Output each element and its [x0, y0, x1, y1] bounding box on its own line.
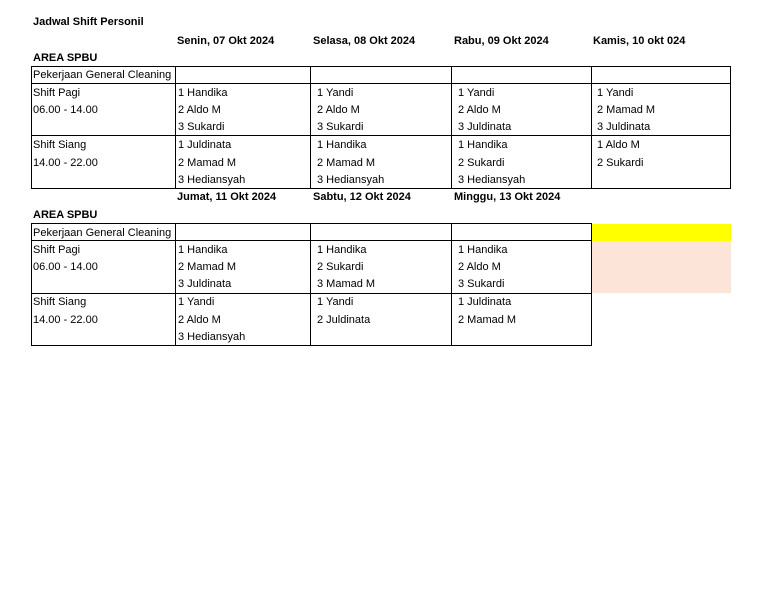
- shift-staff: 2 Aldo M: [178, 104, 221, 116]
- highlight-cell-yellow: [592, 224, 731, 241]
- shift-staff: 2 Mamad M: [458, 314, 517, 326]
- cleaning-label: Pekerjaan General Cleaning: [33, 69, 172, 81]
- shift-staff: 3 Sukardi: [458, 278, 505, 290]
- shift-time: 14.00 - 22.00: [33, 314, 98, 326]
- shift-staff: 1 Handika: [458, 139, 508, 151]
- shift-staff: 3 Juldinata: [458, 121, 512, 133]
- shift-staff: 2 Mamad M: [178, 261, 237, 273]
- shift-staff: 1 Yandi: [317, 87, 354, 99]
- shift-staff: 3 Juldinata: [597, 121, 651, 133]
- day-header: Kamis, 10 okt 024: [593, 35, 686, 47]
- shift-staff: 1 Handika: [317, 244, 367, 256]
- day-header: Selasa, 08 Okt 2024: [313, 35, 416, 47]
- day-header: Rabu, 09 Okt 2024: [454, 35, 549, 47]
- shift-staff: 3 Hediansyah: [317, 174, 385, 186]
- shift-staff: 3 Hediansyah: [178, 174, 246, 186]
- shift-staff: 3 Hediansyah: [178, 331, 246, 343]
- shift-label: Shift Pagi: [33, 244, 81, 256]
- shift-staff: 1 Handika: [178, 87, 228, 99]
- shift-time: 14.00 - 22.00: [33, 157, 98, 169]
- shift-staff: 2 Mamad M: [317, 157, 376, 169]
- cleaning-label: Pekerjaan General Cleaning: [33, 227, 172, 239]
- shift-staff: 2 Mamad M: [597, 104, 656, 116]
- shift-staff: 1 Handika: [458, 244, 508, 256]
- shift-staff: 1 Juldinata: [458, 296, 512, 308]
- shift-staff: 1 Yandi: [178, 296, 215, 308]
- shift-staff: 3 Sukardi: [178, 121, 225, 133]
- highlight-cell-peach: [592, 241, 731, 293]
- shift-staff: 2 Aldo M: [317, 104, 360, 116]
- day-header: Minggu, 13 Okt 2024: [454, 191, 561, 203]
- shift-label: Shift Pagi: [33, 87, 81, 99]
- shift-staff: 1 Handika: [317, 139, 367, 151]
- shift-time: 06.00 - 14.00: [33, 261, 98, 273]
- shift-staff: 1 Juldinata: [178, 139, 232, 151]
- shift-label: Shift Siang: [33, 139, 87, 151]
- shift-staff: 1 Yandi: [597, 87, 634, 99]
- shift-staff: 2 Aldo M: [178, 314, 221, 326]
- shift-staff: 2 Sukardi: [597, 157, 644, 169]
- shift-staff: 3 Mamad M: [317, 278, 376, 290]
- shift-staff: 3 Hediansyah: [458, 174, 526, 186]
- day-header: Senin, 07 Okt 2024: [177, 35, 275, 47]
- area-label: AREA SPBU: [33, 52, 98, 64]
- shift-staff: 1 Aldo M: [597, 139, 640, 151]
- shift-staff: 1 Yandi: [317, 296, 354, 308]
- day-header: Sabtu, 12 Okt 2024: [313, 191, 411, 203]
- shift-staff: 2 Mamad M: [178, 157, 237, 169]
- shift-label: Shift Siang: [33, 296, 87, 308]
- shift-staff: 1 Handika: [178, 244, 228, 256]
- shift-staff: 3 Sukardi: [317, 121, 364, 133]
- shift-staff: 2 Juldinata: [317, 314, 371, 326]
- shift-staff: 2 Sukardi: [458, 157, 505, 169]
- shift-staff: 2 Sukardi: [317, 261, 364, 273]
- shift-staff: 2 Aldo M: [458, 104, 501, 116]
- shift-staff: 1 Yandi: [458, 87, 495, 99]
- sheet-title: Jadwal Shift Personil: [33, 16, 144, 28]
- shift-staff: 3 Juldinata: [178, 278, 232, 290]
- shift-staff: 2 Aldo M: [458, 261, 501, 273]
- day-header: Jumat, 11 Okt 2024: [177, 191, 277, 203]
- shift-time: 06.00 - 14.00: [33, 104, 98, 116]
- area-label: AREA SPBU: [33, 209, 98, 221]
